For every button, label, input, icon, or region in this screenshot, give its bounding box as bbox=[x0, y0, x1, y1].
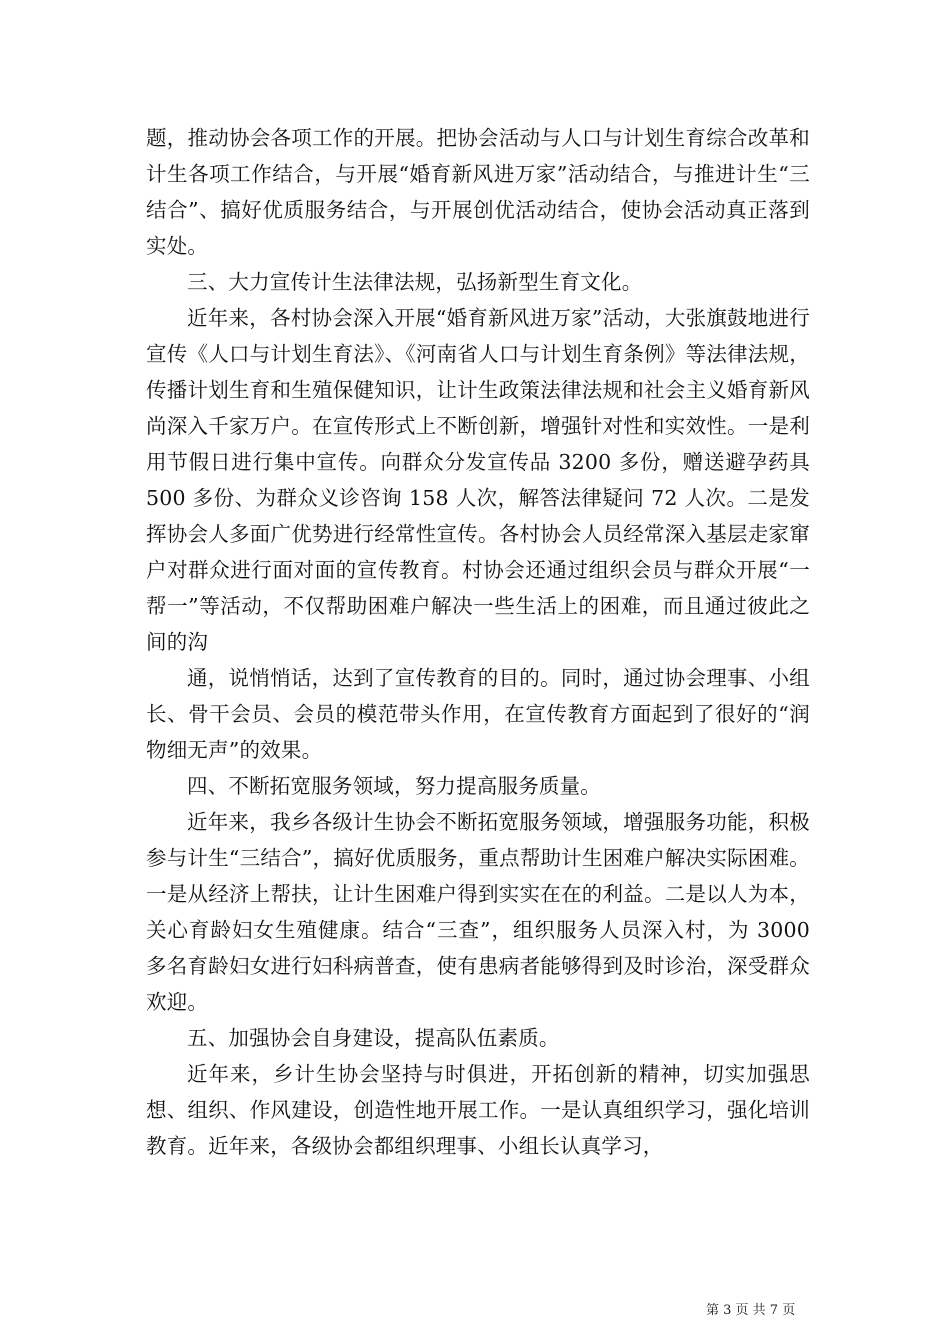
page-number-footer: 第 3 页 共 7 页 bbox=[706, 1303, 796, 1318]
paragraph-continuation: 题，推动协会各项工作的开展。把协会活动与人口与计划生育综合改革和计生各项工作结合，与开展“婚育新风进万家”活动结合，与推进计生“三结合”、搞好优质服务结合，与开展创优活动结合，使协会活动真正落到实处。 bbox=[146, 126, 810, 258]
section-heading-5: 五、加强协会自身建设，提高队伍素质。 bbox=[187, 1026, 560, 1050]
paragraph-section-3-body: 近年来，各村协会深入开展“婚育新风进万家”活动，大张旗鼓地进行宣传《人口与计划生育法》、《河南省人口与计划生育条例》等法律法规，传播计划生育和生殖保健知识，让计生政策法律法规和社会主义婚育新风尚深入千家万户。在宣传形式上不断创新，增强针对性和实效性。一是利用节假日进行集中宣传。向群众分发宣传品 3200 多份，赠送避孕药具 500 多份、为群众义诊咨询 158 人次，解答法律疑问 72 人次。二是发挥协会人多面广优势进行经常性宣传。各村协会人员经常深入基层走家窜户对群众进行面对面的宣传教育。村协会还通过组织会员与群众开展“一帮一”等活动，不仅帮助困难户解决一些生活上的困难，而且通过彼此之间的沟 bbox=[146, 306, 810, 654]
section-heading-3: 三、大力宣传计生法律法规，弘扬新型生育文化。 bbox=[187, 270, 643, 294]
paragraph-section-3-continued: 通，说悄悄话，达到了宣传教育的目的。同时，通过协会理事、小组长、骨干会员、会员的模范带头作用，在宣传教育方面起到了很好的“润物细无声”的效果。 bbox=[146, 666, 810, 762]
paragraph-section-5-body: 近年来，乡计生协会坚持与时俱进，开拓创新的精神，切实加强思想、组织、作风建设，创造性地开展工作。一是认真组织学习，强化培训教育。近年来，各级协会都组织理事、小组长认真学习， bbox=[146, 1062, 810, 1158]
paragraph-section-4-body: 近年来，我乡各级计生协会不断拓宽服务领域，增强服务功能，积极参与计生“三结合”，搞好优质服务，重点帮助计生困难户解决实际困难。一是从经济上帮扶，让计生困难户得到实实在在的利益。二是以人为本，关心育龄妇女生殖健康。结合“三查”，组织服务人员深入村，为 3000 多名育龄妇女进行妇科病普查，使有患病者能够得到及时诊治，深受群众欢迎。 bbox=[146, 810, 810, 1014]
document-body bbox=[146, 120, 810, 1164]
section-heading-4: 四、不断拓宽服务领域，努力提高服务质量。 bbox=[187, 774, 601, 798]
